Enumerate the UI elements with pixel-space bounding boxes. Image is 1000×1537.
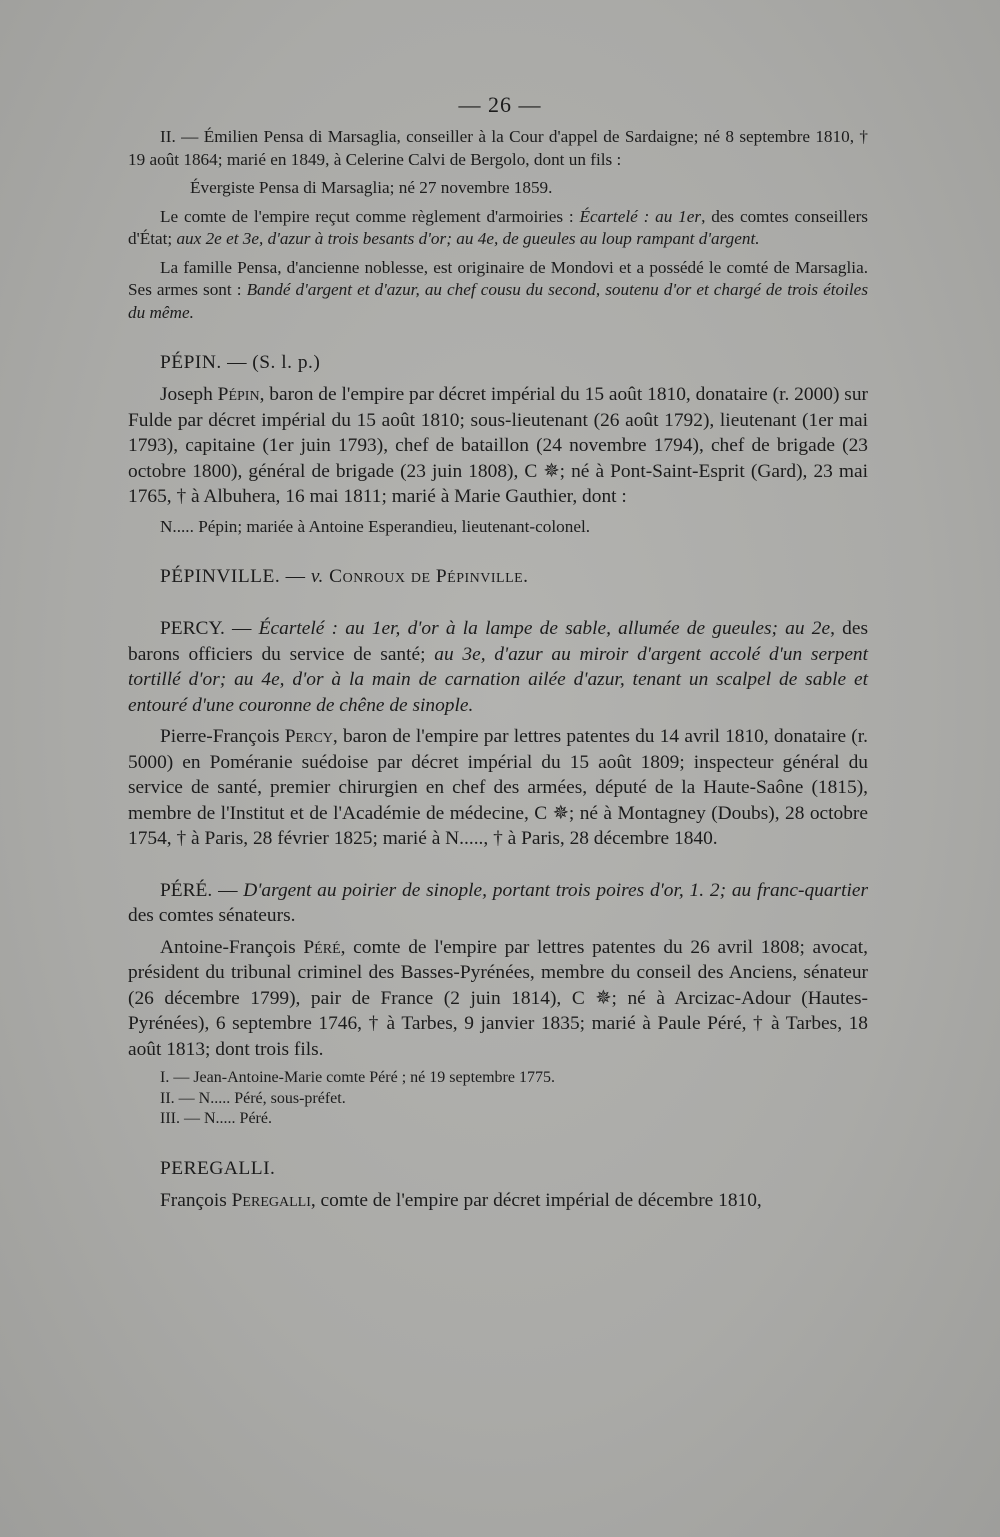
percy-bio	[128, 724, 868, 852]
pepin-heading: PÉPIN. — (S. l. p.)	[160, 352, 321, 373]
pensa-family-text-2: Bandé d'argent et d'azur, au chef cousu du second, soutenu d'or et chargé de trois étoiles du même.	[128, 280, 869, 322]
pensa-family-paragraph	[128, 257, 868, 325]
pere-name: Péré	[303, 936, 341, 958]
pere-arms-paragraph	[128, 878, 868, 929]
percy-arms-text-3: au 3e, d'azur au miroir d'argent accolé d'un serpent tortillé d'or; au 4e, d'or à la main de carnation ailée d'azur, tenant un scalpel de sable et entouré d'une couronne de chêne de sinople.	[128, 643, 869, 716]
pere-bio-text-1: Antoine-François	[160, 936, 304, 958]
pere-bio	[128, 935, 868, 1063]
pepin-bio-text-2: , baron de l'empire par décret impérial du 15 août 1810, donataire (r. 2000) sur Fulde par décret impérial du 15 août 1810; sous-lieutenant (26 août 1792), lieutenant (1er mai 1793), capitaine (1er juin 1793), chef de bataillon (24 novembre 1794), chef de brigade (23 octobre 1800), général de brigade (23 juin 1808), C ✵; né à Pont-Saint-Esprit (Gard), 23 mai 1765, † à Albuhera, 16 mai 1811; marié à Marie Gauthier, dont :	[128, 384, 868, 507]
pensa-arms-paragraph	[128, 206, 868, 251]
pepinville-heading-text-1: PÉPINVILLE. —	[160, 566, 311, 587]
peregalli-name: Peregalli	[231, 1189, 311, 1211]
pepinville-cross-reference: Conroux de Pépinville.	[323, 566, 529, 587]
pere-arms-text-2: des comtes sénateurs.	[128, 905, 296, 926]
peregalli-bio	[128, 1188, 868, 1214]
pere-child-1: I. — Jean-Antoine-Marie comte Péré ; né 19 septembre 1775.	[160, 1069, 555, 1086]
page-number: — 26 —	[458, 92, 542, 117]
pepin-bio-text-1: Joseph	[160, 384, 218, 405]
peregalli-heading: PEREGALLI.	[160, 1157, 276, 1179]
percy-name: Percy	[284, 726, 333, 747]
pensa-arms-text-2: Écartelé : au 1er	[579, 206, 702, 226]
pepin-name: Pépin	[217, 384, 260, 405]
page-body	[128, 126, 868, 1213]
pensa-arms-text-4: aux 2e et 3e, d'azur à trois besants d'or; au 4e, de gueules au loup rampant d'argent.	[176, 229, 760, 248]
pensa-arms-text-1: Le comte de l'empire reçut comme règlement d'armoiries :	[160, 206, 580, 226]
percy-arms-text-1: Écartelé : au 1er, d'or à la lampe de sable, allumée de gueules; au 2e	[258, 618, 831, 639]
percy-heading: PERCY. —	[160, 618, 259, 639]
percy-arms-paragraph	[128, 616, 868, 718]
percy-bio-text-2: , baron de l'empire par lettres patentes du 14 avril 1810, donataire (r. 5000) en Poméranie suédoise par décret impérial du 15 août 1809; inspecteur général du service de santé, premier chirurgien en chef des armées, député de la Haute-Saône (1815), membre de l'Institut et de l'Académie de médecine, C ✵; né à Montagney (Doubs), 28 octobre 1754, † à Paris, 28 février 1825; marié à N....., † à Paris, 28 décembre 1840.	[128, 726, 868, 849]
pepin-bio	[128, 382, 868, 510]
pepinville-see: v.	[310, 566, 324, 587]
pensa-item-ii: II. — Émilien Pensa di Marsaglia, conseiller à la Cour d'appel de Sardaigne; né 8 septembre 1810, † 19 août 1864; marié en 1849, à Celerine Calvi de Bergolo, dont un fils :	[128, 127, 868, 169]
pere-heading: PÉRÉ. —	[160, 879, 244, 901]
pere-bio-text-2: , comte de l'empire par lettres patentes du 26 avril 1808; avocat, président du tribunal criminel des Basses-Pyrénées, membre du conseil des Anciens, sénateur (26 décembre 1799), pair de France (2 juin 1814), C ✵; né à Arcizac-Adour (Hautes-Pyrénées), 6 septembre 1746, † à Tarbes, 9 janvier 1835; marié à Paule Péré, † à Tarbes, 18 août 1813; dont trois fils.	[128, 936, 868, 1060]
pere-arms-text-1: D'argent au poirier de sinople, portant trois poires d'or, 1. 2; au franc-quartier	[243, 879, 868, 901]
peregalli-bio-text-2: , comte de l'empire par décret impérial de décembre 1810,	[310, 1189, 762, 1211]
pensa-son: Évergiste Pensa di Marsaglia; né 27 novembre 1859.	[190, 178, 553, 197]
percy-arms-text-2: , des barons officiers du service de santé;	[128, 618, 869, 665]
percy-bio-text-1: Pierre-François	[160, 726, 285, 747]
pepin-child: N..... Pépin; mariée à Antoine Esperandieu, lieutenant-colonel.	[160, 516, 591, 536]
pensa-family-text-1: La famille Pensa, d'ancienne noblesse, est originaire de Mondovi et a possédé le comté de Marsaglia. Ses armes sont :	[128, 257, 868, 299]
pensa-arms-text-3: , des comtes conseillers d'État;	[128, 206, 868, 248]
peregalli-bio-text-1: François	[160, 1189, 232, 1211]
pere-child-2: II. — N..... Péré, sous-préfet.	[160, 1089, 346, 1107]
pere-child-3: III. — N..... Péré.	[160, 1110, 272, 1127]
pepinville-heading	[128, 564, 868, 590]
